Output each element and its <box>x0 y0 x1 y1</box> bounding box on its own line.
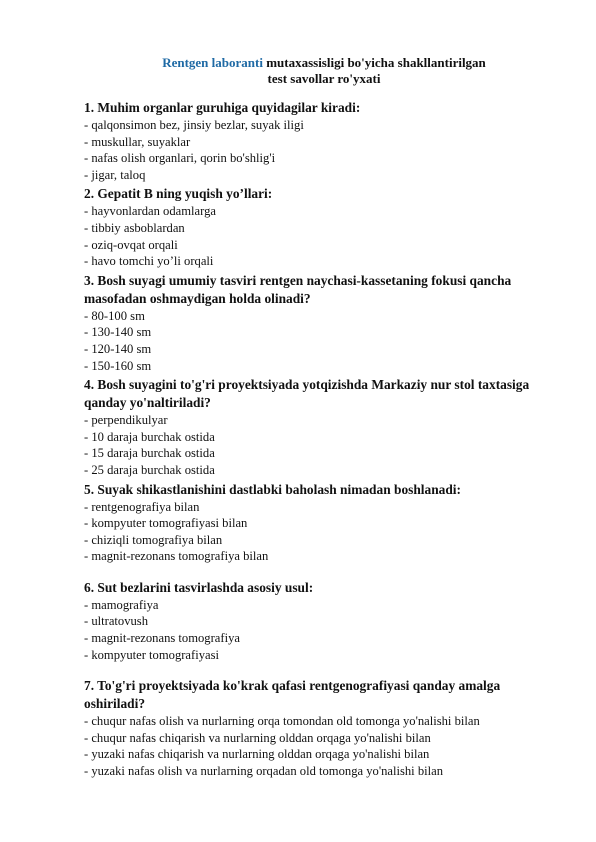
answer-option: - magnit-rezonans tomografiya <box>84 631 240 646</box>
title-line-1 <box>84 55 564 71</box>
document-page <box>84 55 564 780</box>
question-text: 7. To'g'ri proyektsiyada ko'krak qafasi rentgenografiyasi qanday amalga oshiriladi? <box>84 678 501 712</box>
answer-option: - nafas olish organlari, qorin bo'shlig'i <box>84 151 276 166</box>
answer-option: - chuqur nafas chiqarish va nurlarning olddan orqaga yo'nalishi bilan <box>84 730 431 745</box>
title-line-2: test savollar ro'yxati <box>267 71 381 86</box>
answer-option: - 10 daraja burchak ostida <box>84 429 215 444</box>
answer-option: - 80-100 sm <box>84 308 145 323</box>
question-text: 1. Muhim organlar guruhiga quyidagilar kiradi: <box>84 100 361 115</box>
answer-option: - chuqur nafas olish va nurlarning orqa tomondan old tomonga yo'nalishi bilan <box>84 714 480 729</box>
question-text: 6. Sut bezlarini tasvirlashda asosiy usul: <box>84 579 314 595</box>
answer-option: - hayvonlardan odamlarga <box>84 204 216 219</box>
answer-option: - chiziqli tomografiya bilan <box>84 532 223 547</box>
answer-option: - jigar, taloq <box>84 167 146 182</box>
answer-option: - yuzaki nafas olish va nurlarning orqadan old tomonga yo'nalishi bilan <box>84 764 444 779</box>
answer-option: - ultratovush <box>84 614 149 629</box>
answer-option: - muskullar, suyaklar <box>84 134 191 149</box>
document-title <box>84 55 564 87</box>
answer-option: - kompyuter tomografiyasi <box>84 647 220 662</box>
answer-option: - rentgenografiya bilan <box>84 499 200 514</box>
title-rest: mutaxassisligi bo'yicha shakllantirilgan <box>262 55 486 70</box>
question-5 <box>84 481 564 565</box>
question-text: 2. Gepatit B ning yuqish yo’llari: <box>84 186 273 202</box>
answer-option: - tibbiy asboblardan <box>84 220 185 235</box>
question-text: 5. Suyak shikastlanishini dastlabki baholash nimadan boshlanadi: <box>84 481 461 497</box>
answer-option: - 15 daraja burchak ostida <box>84 446 215 461</box>
question-7 <box>84 677 564 779</box>
answer-option: - 130-140 sm <box>84 325 152 340</box>
question-text: 3. Bosh suyagi umumiy tasviri rentgen naychasi-kassetaning fokusi qancha masofadan oshmaydigan holda olinadi? <box>84 272 512 306</box>
answer-option: - kompyuter tomografiyasi bilan <box>84 516 248 531</box>
question-2 <box>84 185 564 269</box>
answer-option: - havo tomchi yo’li orqali <box>84 254 214 269</box>
answer-option: - oziq-ovqat orqali <box>84 237 178 252</box>
question-4 <box>84 376 564 478</box>
answer-option: - 120-140 sm <box>84 341 152 356</box>
answer-option: - perpendikulyar <box>84 413 168 428</box>
question-6 <box>84 579 564 663</box>
answer-option: - mamografiya <box>84 597 159 612</box>
title-accent: Rentgen laboranti <box>162 55 263 70</box>
question-1 <box>84 99 564 183</box>
question-text: 4. Bosh suyagini to'g'ri proyektsiyada yotqizishda Markaziy nur stol taxtasiga qanday yo'naltiriladi? <box>84 377 530 411</box>
answer-option: - 25 daraja burchak ostida <box>84 462 215 477</box>
answer-option: - magnit-rezonans tomografiya bilan <box>84 549 269 564</box>
answer-option: - yuzaki nafas chiqarish va nurlarning olddan orqaga yo'nalishi bilan <box>84 747 430 762</box>
answer-option: - qalqonsimon bez, jinsiy bezlar, suyak iligi <box>84 118 304 132</box>
answer-option: - 150-160 sm <box>84 358 152 373</box>
question-3 <box>84 272 564 374</box>
